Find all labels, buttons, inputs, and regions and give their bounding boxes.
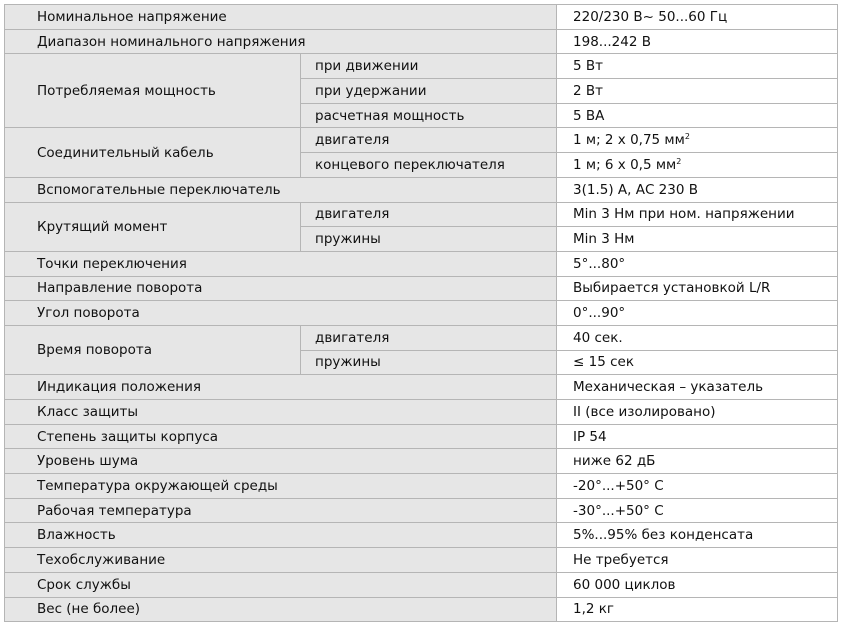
param-value: 0°...90°: [557, 301, 838, 326]
param-value: [557, 54, 838, 79]
param-label: Вес (не более): [5, 597, 557, 622]
param-value: [557, 153, 838, 178]
param-sublabel: при удержании: [301, 79, 557, 104]
table-row: [5, 400, 838, 425]
param-value: [557, 202, 838, 227]
param-value: [557, 79, 838, 104]
param-sublabel: двигателя: [301, 325, 557, 350]
param-label: Влажность: [5, 523, 557, 548]
table-row: [5, 449, 838, 474]
param-sublabel: при движении: [301, 54, 557, 79]
param-label: Техобслуживание: [5, 548, 557, 573]
param-label: Диапазон номинального напряжения: [5, 29, 557, 54]
table-row: [5, 548, 838, 573]
table-row: [5, 128, 838, 153]
param-value: [557, 227, 838, 252]
table-row: [5, 424, 838, 449]
param-label: Температура окружающей среды: [5, 474, 557, 499]
param-value: -20°...+50° С: [557, 474, 838, 499]
param-value: -30°...+50° С: [557, 498, 838, 523]
table-row: [5, 498, 838, 523]
param-value: 60 000 циклов: [557, 572, 838, 597]
param-label: Точки переключения: [5, 251, 557, 276]
table-row: [5, 5, 838, 30]
spec-table-body: [5, 5, 838, 622]
param-value: 220/230 В~ 50...60 Гц: [557, 5, 838, 30]
param-sublabel: пружины: [301, 350, 557, 375]
param-value-text: ≤ 15 сек: [573, 354, 634, 371]
table-row: [5, 572, 838, 597]
param-value: 3(1.5) А, АС 230 В: [557, 177, 838, 202]
param-value-text: 5 ВА: [573, 107, 605, 124]
param-value-text: Min 3 Нм при ном. напряжении: [573, 206, 795, 223]
param-sublabel: расчетная мощность: [301, 103, 557, 128]
param-value: Выбирается установкой L/R: [557, 276, 838, 301]
param-value: Не требуется: [557, 548, 838, 573]
param-label: Крутящий момент: [5, 202, 301, 251]
table-row: [5, 29, 838, 54]
param-value: ниже 62 дБ: [557, 449, 838, 474]
table-row: [5, 597, 838, 622]
param-value: II (все изолировано): [557, 400, 838, 425]
spec-table: [4, 4, 838, 622]
superscript: 2: [676, 156, 682, 166]
table-row: [5, 54, 838, 79]
param-value-text: Min 3 Нм: [573, 231, 635, 248]
param-value: 5°...80°: [557, 251, 838, 276]
param-value: [557, 128, 838, 153]
param-label: Направление поворота: [5, 276, 557, 301]
param-value: 198...242 В: [557, 29, 838, 54]
param-value: 5%...95% без конденсата: [557, 523, 838, 548]
param-sublabel: двигателя: [301, 202, 557, 227]
param-value: IP 54: [557, 424, 838, 449]
superscript: 2: [684, 132, 690, 142]
param-label: Уровень шума: [5, 449, 557, 474]
param-value-text: 40 сек.: [573, 329, 623, 346]
param-value: Механическая – указатель: [557, 375, 838, 400]
param-label: Потребляемая мощность: [5, 54, 301, 128]
param-label: Рабочая температура: [5, 498, 557, 523]
param-sublabel: концевого переключателя: [301, 153, 557, 178]
table-row: [5, 523, 838, 548]
table-row: [5, 301, 838, 326]
param-label: Номинальное напряжение: [5, 5, 557, 30]
param-label: Срок службы: [5, 572, 557, 597]
table-row: [5, 276, 838, 301]
table-row: [5, 375, 838, 400]
table-row: [5, 251, 838, 276]
param-label: Степень защиты корпуса: [5, 424, 557, 449]
table-row: [5, 474, 838, 499]
param-value-text: 2 Вт: [573, 82, 604, 99]
param-value: [557, 325, 838, 350]
param-label: Угол поворота: [5, 301, 557, 326]
param-value: [557, 103, 838, 128]
table-row: [5, 177, 838, 202]
param-label: Соединительный кабель: [5, 128, 301, 177]
param-value: [557, 350, 838, 375]
param-label: Время поворота: [5, 325, 301, 374]
param-value-text: 5 Вт: [573, 58, 604, 75]
param-value: 1,2 кг: [557, 597, 838, 622]
param-sublabel: двигателя: [301, 128, 557, 153]
param-value-text: 1 м; 2 х 0,75 мм: [573, 132, 685, 149]
param-label: Индикация положения: [5, 375, 557, 400]
table-row: [5, 325, 838, 350]
param-label: Вспомогательные переключатель: [5, 177, 557, 202]
param-value-text: 1 м; 6 х 0,5 мм: [573, 156, 677, 173]
table-row: [5, 202, 838, 227]
param-sublabel: пружины: [301, 227, 557, 252]
param-label: Класс защиты: [5, 400, 557, 425]
